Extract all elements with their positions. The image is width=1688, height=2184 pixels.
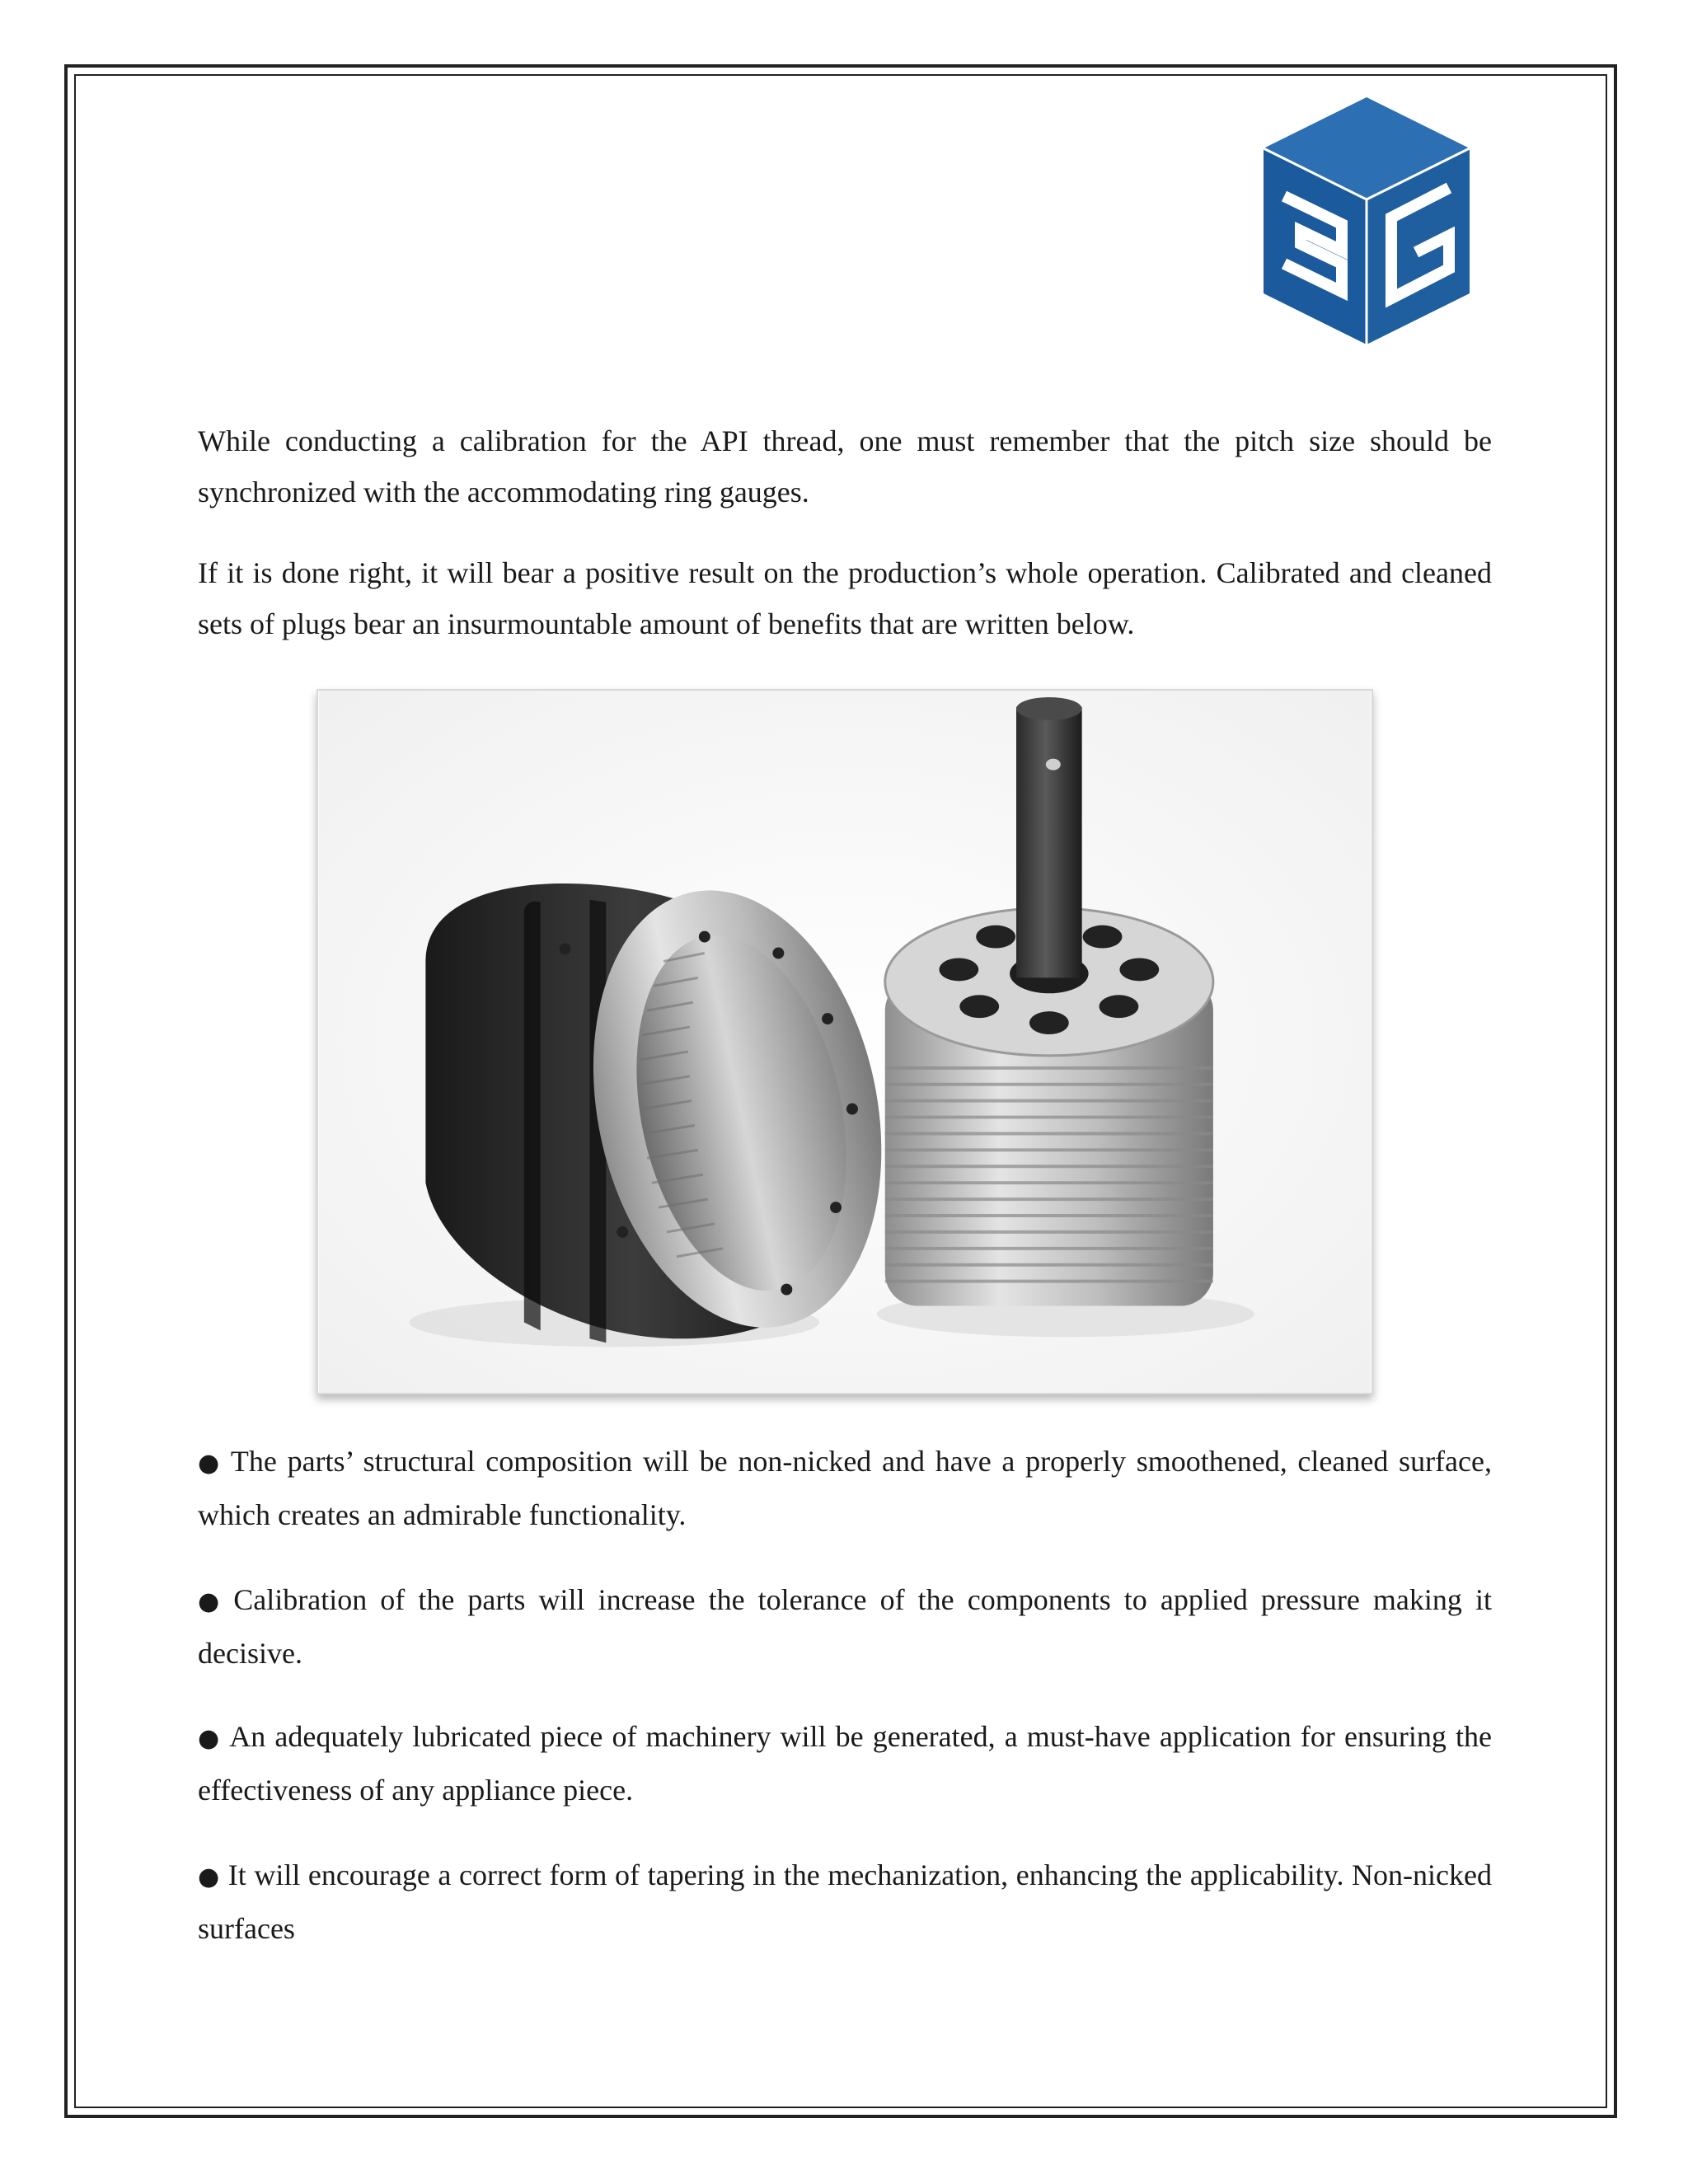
intro-paragraph-2 (198, 547, 1492, 649)
thread-gauges-photo (316, 689, 1373, 1394)
bullet-text: An adequately lubricated piece of machinery will be generated, a must-have application for ensuring the effectiveness of any appliance piece. (198, 1720, 1492, 1807)
paragraph-text: While conducting a calibration for the API thread, one must remember that the pitch size should be synchronized with the accommodating ring gauges. (198, 424, 1492, 509)
bullet-text: The parts’ structural composition will be non-nicked and have a properly smoothened, cleaned surface, which creates an admirable functionality. (198, 1445, 1492, 1531)
bullet-text: It will encourage a correct form of tapering in the mechanization, enhancing the applicability. Non-nicked surfaces (198, 1858, 1492, 1945)
bullet-marker: ● (198, 1587, 226, 1616)
bullet-marker: ● (198, 1724, 222, 1753)
bullet-item (198, 1849, 1492, 1954)
bullet-item (198, 1574, 1492, 1679)
intro-paragraph-1 (198, 415, 1492, 518)
paragraph-text: If it is done right, it will bear a positive result on the production’s whole operation. Calibrated and cleaned sets of plugs bear an insurmountable amount of benefits that are written below. (198, 556, 1492, 640)
cube-logo-icon (1259, 97, 1474, 344)
bullet-item (198, 1436, 1492, 1540)
bullet-marker: ● (198, 1449, 223, 1478)
bullet-marker: ● (198, 1863, 220, 1891)
bullet-text: Calibration of the parts will increase the tolerance of the components to applied pressure making it decisive. (198, 1583, 1492, 1670)
thread-gauges-photo-icon (318, 691, 1372, 1393)
bullet-item (198, 1711, 1492, 1816)
